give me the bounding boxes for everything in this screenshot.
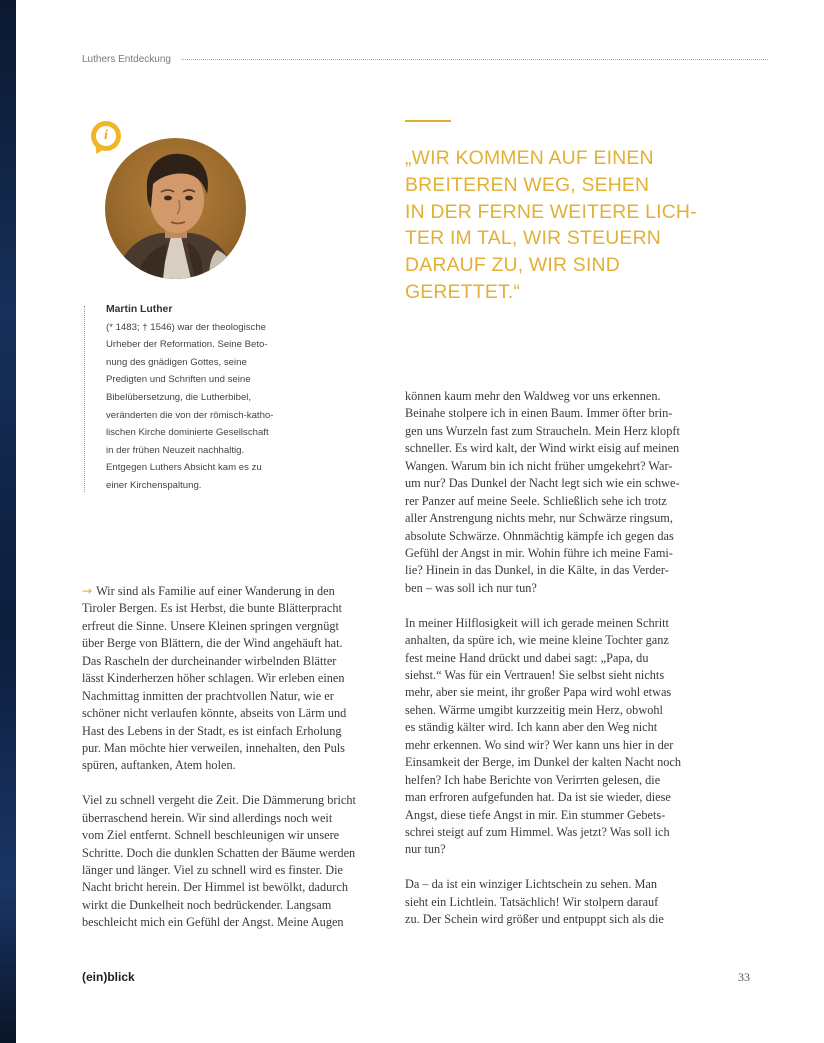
pull-quote — [405, 145, 725, 306]
body-line: Schritte. Doch die dunklen Schatten der Bäume werden — [82, 845, 356, 860]
page-number: 33 — [738, 970, 750, 984]
magazine-logo: (ein)blick — [82, 970, 135, 984]
body-line: Beinahe stolpere ich in einen Baum. Immer öfter brin- — [405, 406, 673, 421]
body-line: anhalten, da spüre ich, wie meine kleine Tochter ganz — [405, 633, 669, 648]
body-line: lie? Hinein in das Dunkel, in die Kälte, in das Verder- — [405, 563, 669, 578]
arrow-right-icon: → — [82, 584, 93, 598]
body-column-right — [405, 388, 710, 929]
paragraph-gap — [405, 597, 710, 614]
paragraph-gap — [82, 775, 387, 792]
bio-line: Bibelübersetzung, die Lutherbibel, — [106, 391, 252, 403]
body-line: spüren, auftanken, Atem holen. — [82, 758, 236, 773]
body-line: pur. Man möchte hier verweilen, innehalten, den Puls — [82, 740, 345, 755]
body-line: Nachmittag inmitten der prachtvollen Natur, wie er — [82, 688, 334, 703]
info-glyph: i — [96, 126, 116, 146]
body-line: Tiroler Bergen. Es ist Herbst, die bunte Blätterpracht — [82, 601, 342, 616]
body-line: vom Ziel entfernt. Schnell beschleunigen wir unsere — [82, 828, 340, 843]
bio-line: einer Kirchenspaltung. — [106, 479, 202, 491]
bio-line: nung des gnädigen Gottes, seine — [106, 356, 247, 368]
body-line: siehst.“ Was für ein Vertrauen! Sie selbst sieht nichts — [405, 668, 665, 682]
body-line: können kaum mehr den Waldweg vor uns erkennen. — [405, 389, 661, 403]
portrait-illustration — [105, 138, 246, 279]
bio-box — [106, 301, 306, 495]
body-line: Da – da ist ein winziger Lichtschein zu sehen. Man — [405, 877, 658, 892]
body-line: rer Panzer auf meine Seele. Schließlich sehe ich trotz — [405, 493, 667, 508]
martin-luther-portrait — [105, 138, 246, 279]
pull-quote-line: „WIR KOMMEN AUF EINEN — [405, 147, 654, 169]
info-icon — [91, 121, 121, 151]
body-line: Gefühl der Angst in mir. Wohin führe ich meine Fami- — [405, 545, 673, 560]
body-line: sieht ein Lichtlein. Tatsächlich! Wir stolpern darauf — [405, 894, 659, 909]
body-line: erfreut die Sinne. Unsere Kleinen springen vergnügt — [82, 618, 339, 633]
body-line: länger und länger. Viel zu schnell wird es finster. Die — [82, 863, 343, 877]
body-line: Hast des Lebens in der Stadt, es ist einfach Erholung — [82, 723, 342, 738]
body-line: mehr erkennen. Wo sind wir? Wer kann uns hier in der — [405, 737, 674, 752]
body-line: Angst, diese tiefe Angst in mir. Ein stummer Gebets- — [405, 807, 666, 822]
bio-line: lischen Kirche dominierte Gesellschaft — [106, 427, 269, 439]
body-line — [82, 583, 387, 600]
body-line: In meiner Hilflosigkeit will ich gerade meinen Schritt — [405, 615, 669, 630]
bio-line: Entgegen Luthers Absicht kam es zu — [106, 462, 262, 474]
body-line: nur tun? — [405, 842, 446, 857]
bio-line: (* 1483; † 1546) war der theologische — [106, 321, 266, 333]
page-edge-background — [0, 0, 16, 1043]
bio-line: veränderten die von der römisch-katho- — [106, 409, 274, 421]
pull-quote-line: GERETTET.“ — [405, 280, 521, 303]
body-line: wirkt die Dunkelheit noch bedrückender. Langsam — [82, 897, 332, 912]
dotted-leader — [181, 59, 768, 60]
quote-rule — [405, 120, 451, 122]
bio-line: in der frühen Neuzeit nachhaltig. — [106, 444, 245, 456]
pull-quote-line: TER IM TAL, WIR STEUERN — [405, 227, 661, 250]
pull-quote-line: BREITEREN WEG, SEHEN — [405, 173, 650, 196]
body-line: überraschend herein. Wir sind allerdings noch weit — [82, 810, 333, 825]
paragraph-gap — [405, 859, 710, 876]
body-line: sehen. Wärme umgibt kurzzeitig mein Herz, obwohl — [405, 702, 663, 717]
pull-quote-line: DARAUF ZU, WIR SIND — [405, 254, 620, 277]
body-line: über Berge von Blättern, die der Wind angehäuft hat. — [82, 636, 343, 651]
body-line: Nacht bricht herein. Der Himmel ist bewölkt, dadurch — [82, 880, 349, 895]
body-line: Das Rascheln der durcheinander wirbelnden Blätter — [82, 653, 337, 668]
body-line: schöner nicht verlaufen könnte, abseits von Lärm und — [82, 706, 347, 721]
body-line: Wangen. Warum bin ich nicht früher umgekehrt? War- — [405, 458, 673, 473]
body-line-text: Wir sind als Familie auf einer Wanderung in den — [96, 584, 335, 598]
running-head-title: Luthers Entdeckung — [82, 53, 171, 65]
bio-name: Martin Luther — [106, 304, 173, 315]
body-line: Viel zu schnell vergeht die Zeit. Die Dämmerung bricht — [82, 793, 356, 808]
running-head — [82, 51, 768, 67]
body-line: Einsamkeit der Berge, im Dunkel der kalten Nacht noch — [405, 755, 682, 770]
body-line: gen uns Wurzeln fast zum Straucheln. Mein Herz klopft — [405, 423, 680, 438]
body-line: man erfroren aufgefunden hat. Da ist sie wieder, diese — [405, 790, 671, 805]
body-line: absolute Schwärze. Ohnmächtig kämpfe ich gegen das — [405, 528, 674, 543]
body-line: schrei steigt auf zum Himmel. Was jetzt? Was soll ich — [405, 824, 670, 839]
bio-line: Predigten und Schriften und seine — [106, 374, 251, 386]
body-line: ben – was soll ich nur tun? — [405, 580, 537, 595]
pull-quote-line: IN DER FERNE WEITERE LICH- — [405, 200, 697, 223]
bio-dotted-rule — [84, 306, 85, 492]
body-line: lässt Kinderherzen höher schlagen. Wir erleben einen — [82, 671, 345, 686]
bio-line: Urheber der Reformation. Seine Beto- — [106, 339, 268, 351]
body-column-left — [82, 583, 387, 932]
body-line: beschleicht mich ein Gefühl der Angst. Meine Augen — [82, 915, 344, 930]
body-line: mehr, aber sie meint, ihr großer Papa wird wohl etwas — [405, 685, 672, 700]
body-line: um nur? Das Dunkel der Nacht legt sich wie ein schwe- — [405, 476, 680, 491]
body-line: zu. Der Schein wird größer und entpuppt sich als die — [405, 912, 664, 927]
body-line: aller Anstrengung nichts mehr, nur Schwärze ringsum, — [405, 511, 673, 526]
body-line: fest meine Hand drückt und dabei sagt: „Papa, du — [405, 650, 649, 665]
body-line: helfen? Ich habe Berichte von Verirrten gelesen, die — [405, 772, 661, 787]
body-line: es ständig kälter wird. Ich kann aber den Weg nicht — [405, 720, 658, 735]
body-line: schneller. Es wird kalt, der Wind wirkt eisig auf meinen — [405, 441, 680, 456]
